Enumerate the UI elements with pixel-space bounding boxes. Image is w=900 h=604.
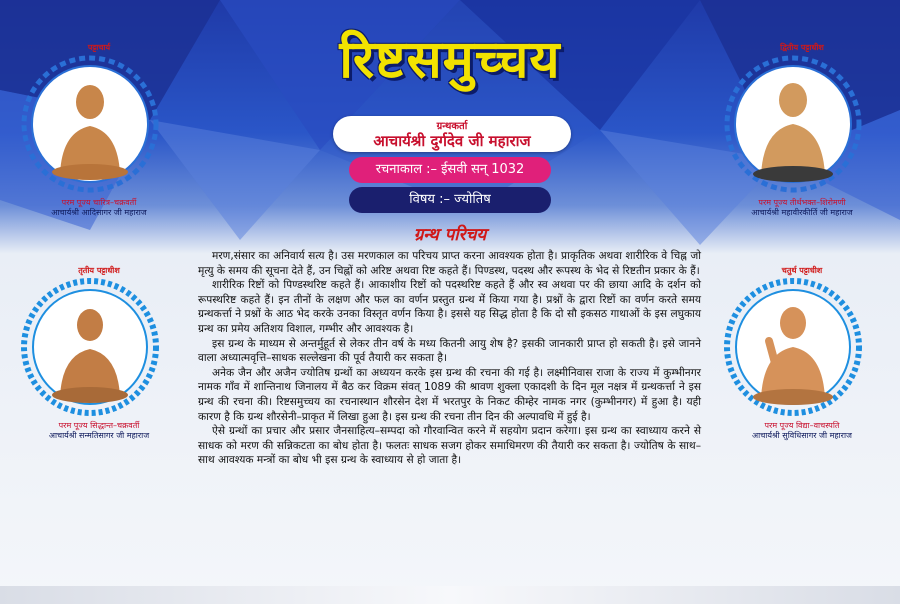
portrait-caption: परम पूज्य विद्या–वाचस्पति: [764, 421, 840, 430]
monk-portrait-icon: [20, 277, 160, 417]
poster-title: रिष्टसमुच्चय: [339, 30, 561, 90]
monk-portrait-icon: [723, 54, 863, 194]
paragraph: अनेक जैन और अजैन ज्योतिष ग्रन्थों का अध्ययन करके इस ग्रन्थ की रचना की गई है। लक्ष्मीनिवास राजा के राज्य में कुम्भीनगर नामक गाँव में शान्तिनाथ जिनालय में बैठ कर विक्रम संवत् 1089 की श्रावण शुक्ला एकादशी के दिन मूल नक्षत्र में ग्रन्थकर्त्ता ने इस ग्रन्थ की रचना की। रिष्टसमुच्चय का रचनास्थान शौरसेन देश में भरतपुर के निकट कीम्हेर नामक नगर (कुम्भीनगर) में हुआ है। यही कारण है कि ग्रन्थ शौरसेनी–प्राकृत में लिखा हुआ है। इस ग्रन्थ की रचना तीन दिन की अल्पावधि में हुई है।: [198, 366, 701, 423]
portrait-caption: परम पूज्य तीर्थभक्त–शिरोमणी: [758, 198, 846, 207]
portrait-top-label: द्वितीय पट्टाधीश: [780, 43, 824, 52]
portrait-caption: परम पूज्य सिद्धान्त–चक्रवर्ती: [58, 421, 140, 430]
introduction-text: [198, 249, 701, 468]
subject-badge: विषय :– ज्योतिष: [349, 187, 551, 213]
portrait-top-label: तृतीय पट्टाधीश: [78, 266, 120, 275]
portrait-card: [20, 265, 178, 441]
portrait-top-label: पट्टाचार्य: [87, 43, 111, 52]
author-name: आचार्यश्री दुर्गदेव जी महाराज: [373, 132, 531, 150]
author-box: [333, 116, 571, 152]
monk-portrait-icon: [20, 54, 160, 194]
composition-period-badge: रचनाकाल :– ईसवी सन् 1032: [349, 157, 551, 183]
section-title: ग्रन्थ परिचय: [413, 225, 487, 245]
portrait-name: आचार्यश्री सुविधिसागर जी महाराज: [752, 431, 852, 440]
portrait-card: [723, 265, 881, 441]
portrait-card: [20, 42, 178, 218]
portrait-name: आचार्यश्री महावीरकीर्ति जी महाराज: [751, 208, 853, 217]
paragraph: शारीरिक रिष्टों को पिण्डस्थरिष्ट कहते हैं। आकाशीय रिष्टों को पदस्थरिष्ट कहते हैं और स्व अथवा पर की छाया आदि के दर्शन को रूपस्थरिष्ट कहते हैं। इन तीनों के लक्षण और फल का वर्णन प्रस्तुत ग्रन्थ में किया गया है। प्रश्नों के द्वारा रिष्टों का वर्णन करते समय ग्रन्थकर्त्ता ने प्रश्नों के आठ भेद करके उनका विस्तृत वर्णन किया है। इससे यह सिद्ध होता है कि दो सौ इकसठ गाथाओं के इस लघुकाय ग्रन्थ का प्रमेय अतिशय विशाल, गम्भीर और आवश्यक है।: [198, 279, 701, 335]
paragraph: मरण,संसार का अनिवार्य सत्य है। उस मरणकाल का परिचय प्राप्त करना आवश्यक होता है। प्राकृतिक अथवा शारीरिक वे चिह्न जो मृत्यु के समय की सूचना देते हैं, उन चिह्नों को अरिष्ट अथवा रिष्ट कहते हैं। पिण्डस्थ, पदस्थ और रूपस्थ के भेद से रिष्टतीन प्रकार के हैं।: [198, 250, 701, 277]
portrait-top-label: चतुर्थ पट्टाधीश: [781, 266, 823, 275]
author-label: ग्रन्थकर्ता: [436, 121, 468, 132]
monk-portrait-icon: [723, 277, 863, 417]
paragraph: ऐसे ग्रन्थों का प्रचार और प्रसार जैनसाहित्य–सम्पदा को गौरवान्वित करने में सहयोग प्रदान करेगा। इस ग्रन्थ का स्वाध्याय करने से साधक को मरण की सन्निकटता का बोध होता है। फलतः साधक सजग होकर समाधिमरण की तैयारी कर सकता है। ज्योतिष के साथ–साथ आवश्यक मन्त्रों का बोध भी इस ग्रन्थ के स्वाध्याय से हो जाता है।: [198, 425, 701, 467]
bottom-band: [0, 586, 900, 604]
portrait-name: आचार्यश्री सन्मतिसागर जी महाराज: [48, 431, 150, 440]
portrait-name: आचार्यश्री आदिसागर जी महाराज: [51, 208, 147, 217]
portrait-card: [723, 42, 881, 218]
paragraph: इस ग्रन्थ के माध्यम से अन्तर्मुहूर्त से लेकर तीन वर्ष के मध्य कितनी आयु शेष है? इसकी जानकारी प्राप्त हो सकती है। इसे जानने वाला अध्यात्मवृत्ति–साधक सल्लेखना की पूर्व तैयारी कर सकता है।: [198, 337, 701, 365]
portrait-caption: परम पूज्य चारित्र–चक्रवर्ती: [61, 198, 137, 207]
